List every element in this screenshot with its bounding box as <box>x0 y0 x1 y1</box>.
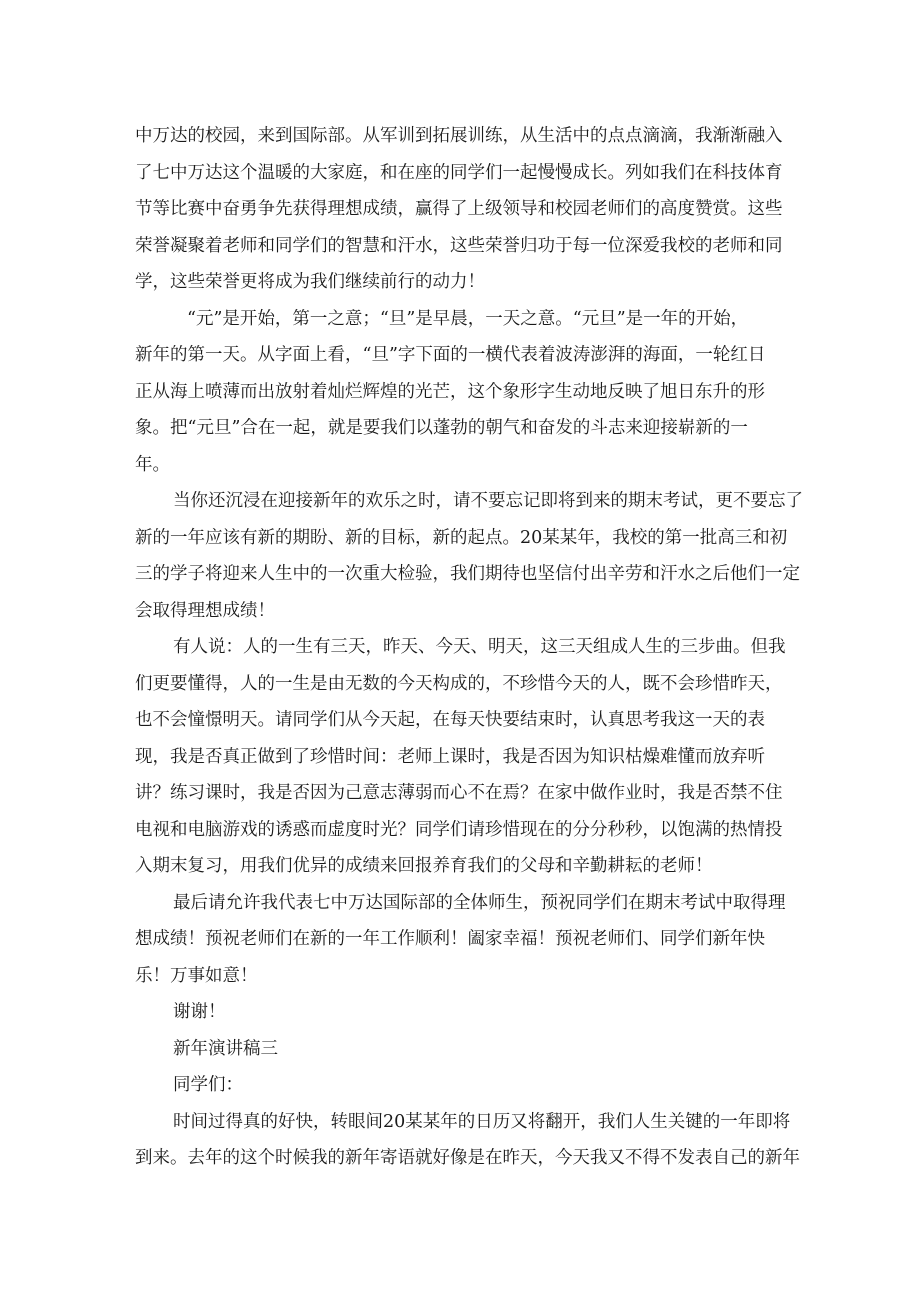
paragraph-time-flies <box>135 1104 800 1177</box>
text-line: 节等比赛中奋勇争先获得理想成绩，赢得了上级领导和校园老师们的高度赞赏。这些 <box>135 199 783 219</box>
text-line: “元”是开始，第一之意；“旦”是早晨，一天之意。“元旦”是一年的开始， <box>187 308 749 329</box>
text-line: 电视和电脑游戏的诱惑而虚度时光？同学们请珍惜现在的分分秒秒，以饱满的热情投 <box>135 819 783 840</box>
text-line: 最后请允许我代表七中万达国际部的全体师生，预祝同学们在期末考试中取得理 <box>173 892 786 913</box>
text-line: 了七中万达这个温暖的大家庭，和在座的同学们一起慢慢成长。列如我们在科技体育 <box>135 162 783 183</box>
paragraph-wishes <box>135 885 785 995</box>
document-page <box>135 118 803 1177</box>
section-heading <box>135 1031 785 1068</box>
text-line: 们更要懂得，人的一生是由无数的今天构成的，不珍惜今天的人，既不会珍惜昨天， <box>135 673 783 694</box>
text-line: 到来。去年的这个时候我的新年寄语就好像是在昨天，今天我又不得不发表自己的新年 <box>135 1148 800 1168</box>
paragraph-salutation <box>135 1067 785 1104</box>
text-line: 乐！万事如意！ <box>135 965 258 986</box>
text-line: 会取得理想成绩！ <box>135 600 275 621</box>
text-line: 同学们： <box>173 1075 243 1095</box>
text-line: 新年的第一天。从字面上看，“旦”字下面的一横代表着波涛澎湃的海面，一轮红日 <box>135 345 766 365</box>
text-line: 新的一年应该有新的期盼、新的目标，新的起点。20某某年，我校的第一批高三和初 <box>135 527 788 548</box>
text-line: 想成绩！预祝老师们在新的一年工作顺利！阖家幸福！预祝老师们、同学们新年快 <box>135 929 765 949</box>
text-line: 年。 <box>135 454 170 475</box>
paragraph-campus-honors <box>135 118 785 301</box>
paragraph-final-exam <box>135 483 803 629</box>
text-line: 讲？练习课时，我是否因为己意志薄弱而心不在焉？在家中做作业时，我是否禁不住 <box>135 783 783 803</box>
text-line: 当你还沉浸在迎接新年的欢乐之时，请不要忘记即将到来的期末考试，更不要忘了 <box>173 491 803 511</box>
text-line: 正从海上喷薄而出放射着灿烂辉煌的光芒，这个象形字生动地反映了旭日东升的形 <box>135 381 765 402</box>
text-line: 象。把“元旦”合在一起，就是要我们以蓬勃的朝气和奋发的斗志来迎接崭新的一 <box>135 418 748 438</box>
text-line: 入期末复习，用我们优异的成绩来回报养育我们的父母和辛勤耕耘的老师！ <box>135 856 713 876</box>
text-line: 有人说：人的一生有三天，昨天、今天、明天，这三天组成人生的三步曲。但我 <box>173 637 786 657</box>
text-line: 三的学子将迎来人生中的一次重大检验，我们期待也坚信付出辛劳和汗水之后他们一定 <box>135 564 800 584</box>
text-line: 现，我是否真正做到了珍惜时间：老师上课时，我是否因为知识枯燥难懂而放弃听 <box>135 746 765 767</box>
text-line: 也不会憧憬明天。请同学们从今天起，在每天快要结束时，认真思考我这一天的表 <box>135 710 765 730</box>
paragraph-yuandan-meaning <box>135 301 785 484</box>
paragraph-three-days <box>135 629 785 885</box>
paragraph-thanks <box>135 994 785 1031</box>
text-line: 学，这些荣誉更将成为我们继续前行的动力！ <box>135 272 485 292</box>
text-line: 新年演讲稿三 <box>173 1038 278 1059</box>
text-line: 时间过得真的好快，转眼间20某某年的日历又将翻开，我们人生关键的一年即将 <box>173 1111 791 1132</box>
text-line: 谢谢！ <box>173 1002 226 1022</box>
text-line: 荣誉凝聚着老师和同学们的智慧和汗水，这些荣誉归功于每一位深爱我校的老师和同 <box>135 235 783 256</box>
text-line: 中万达的校园，来到国际部。从军训到拓展训练，从生活中的点点滴滴，我渐渐融入 <box>135 126 783 146</box>
